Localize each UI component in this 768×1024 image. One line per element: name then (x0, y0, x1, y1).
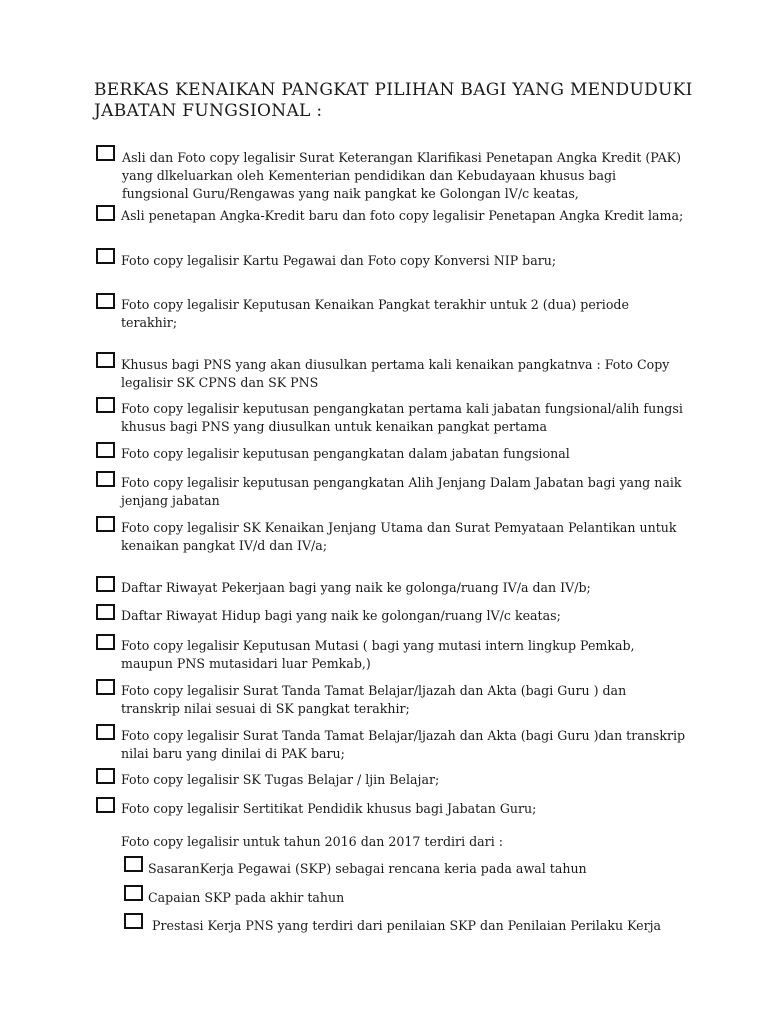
list-item: Asli dan Foto copy legalisir Surat Keterangan Klarifikasi Penetapan Angka Kredit (PAK) yang dlkeluarkan oleh Kementerian pendidikan dan Kebudayaan khusus bagi fungsional Guru/Rengawas yang naik pangkat ke Golongan lV/c keatas, (96, 145, 686, 203)
sub-list-item: SasaranKerja Pegawai (SKP) sebagai rencana keria pada awal tahun (124, 856, 684, 878)
sub-list-item: Capaian SKP pada akhir tahun (124, 885, 684, 907)
list-item: Foto copy legalisir Surat Tanda Tamat Belajar/ljazah dan Akta (bagi Guru )dan transkrip nilai baru yang dinilai di PAK baru; (96, 724, 686, 763)
checkbox[interactable] (96, 797, 115, 813)
title-line-2: JABATAN FUNGSIONAL : (94, 101, 323, 121)
list-item: Foto copy legalisir Surat Tanda Tamat Belajar/ljazah dan Akta (bagi Guru ) dan transkrip nilai sesuai di SK pangkat terakhir; (96, 679, 686, 718)
checkbox[interactable] (96, 442, 115, 458)
checkbox[interactable] (124, 856, 143, 872)
list-item: Khusus bagi PNS yang akan diusulkan pertama kali kenaikan pangkatnva : Foto Copy legalisir SK CPNS dan SK PNS (96, 352, 686, 392)
checkbox[interactable] (96, 352, 115, 368)
checkbox[interactable] (96, 471, 115, 487)
checkbox[interactable] (96, 293, 115, 309)
list-item: Daftar Riwayat Pekerjaan bagi yang naik ke golonga/ruang IV/a dan IV/b; (96, 576, 686, 597)
checkbox[interactable] (124, 885, 143, 901)
document-title (94, 80, 694, 122)
checkbox[interactable] (96, 576, 115, 592)
checkbox[interactable] (96, 724, 115, 740)
checkbox[interactable] (96, 397, 115, 413)
list-item: Foto copy legalisir SK Kenaikan Jenjang Utama dan Surat Pemyataan Pelantikan untuk kenaikan pangkat IV/d dan IV/a; (96, 516, 686, 555)
checkbox[interactable] (96, 205, 115, 221)
checkbox[interactable] (124, 913, 143, 929)
checkbox[interactable] (96, 679, 115, 695)
list-item: Foto copy legalisir Keputusan Kenaikan Pangkat terakhir untuk 2 (dua) periode terakhir; (96, 293, 686, 332)
checkbox[interactable] (96, 634, 115, 650)
list-item: Daftar Riwayat Hidup bagi yang naik ke golongan/ruang lV/c keatas; (96, 604, 686, 625)
list-item: Asli penetapan Angka-Kredit baru dan foto copy legalisir Penetapan Angka Kredit lama; (96, 205, 686, 225)
checkbox[interactable] (96, 516, 115, 532)
list-item: Foto copy legalisir keputusan pengangkatan pertama kali jabatan fungsional/alih fungsi khusus bagi PNS yang diusulkan untuk kenaikan pangkat pertama (96, 397, 686, 436)
checkbox[interactable] (96, 248, 115, 264)
checkbox[interactable] (96, 145, 115, 161)
checkbox[interactable] (96, 768, 115, 784)
list-item: Foto copy legalisir SK Tugas Belajar / ljin Belajar; (96, 768, 686, 789)
checkbox[interactable] (96, 604, 115, 620)
list-item: Foto copy legalisir keputusan pengangkatan Alih Jenjang Dalam Jabatan bagi yang naik jenjang jabatan (96, 471, 686, 510)
title-line-1: BERKAS KENAIKAN PANGKAT PILIHAN BAGI YANG MENDUDUKI (94, 80, 693, 100)
sub-list-item: Prestasi Kerja PNS yang terdiri dari penilaian SKP dan Penilaian Perilaku Kerja (124, 913, 684, 935)
list-item: Foto copy legalisir keputusan pengangkatan dalam jabatan fungsional (96, 442, 686, 463)
list-item: Foto copy legalisir Keputusan Mutasi ( bagi yang mutasi intern lingkup Pemkab, maupun PNS mutasidari luar Pemkab,) (96, 634, 686, 673)
intro-text: Foto copy legalisir untuk tahun 2016 dan 2017 terdiri dari : (121, 834, 503, 849)
list-item: Foto copy legalisir Sertitikat Pendidik khusus bagi Jabatan Guru; (96, 797, 686, 818)
list-item: Foto copy legalisir Kartu Pegawai dan Foto copy Konversi NIP baru; (96, 248, 686, 270)
